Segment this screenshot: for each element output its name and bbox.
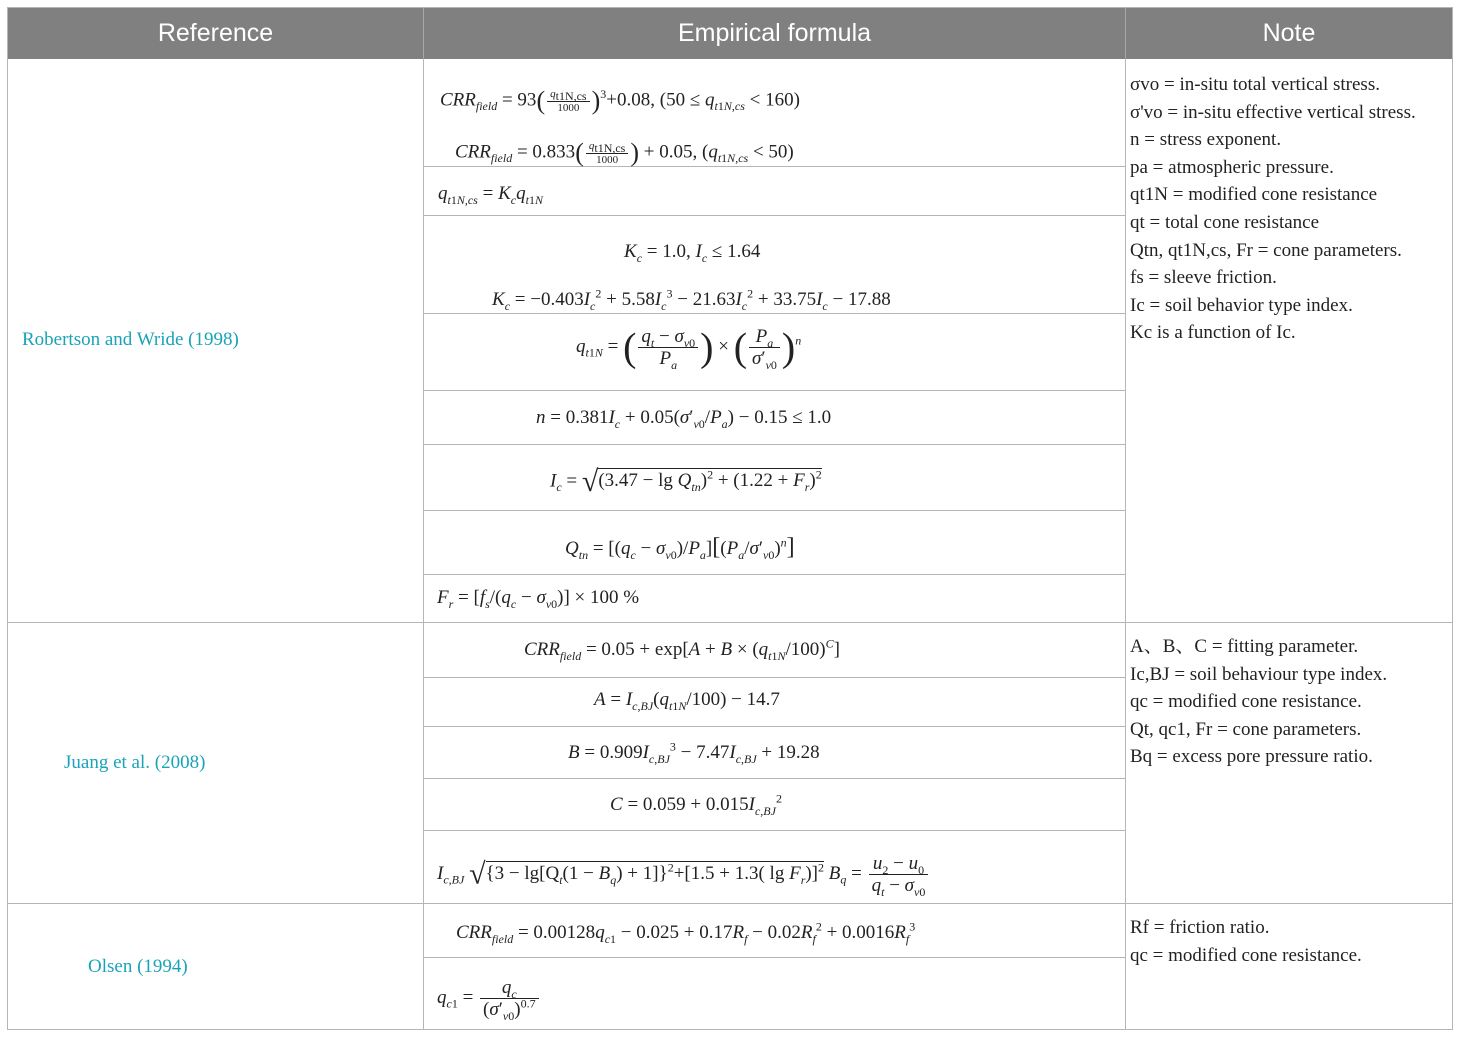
note-line: qc = modified cone resistance. — [1130, 944, 1362, 966]
reference-olsen-1994[interactable]: Olsen (1994) — [88, 956, 188, 977]
reference-juang-2008[interactable]: Juang et al. (2008) — [64, 752, 206, 773]
formula-ic: $I_c = √(3.47 - \lg Q_{tn})^2 + (1.22 + F_r)^2$ — [550, 465, 822, 498]
reference-robertson-wride-1998[interactable]: Robertson and Wride (1998) — [22, 329, 239, 350]
formula-kc-2: $K_c = -0.403I_c^2 + 5.58I_c^3 - 21.63I_c^2 + 33.75I_c - 17.88$ — [492, 286, 891, 313]
note-line: Rf = friction ratio. — [1130, 917, 1270, 938]
formula-crr-low: $CRR_{field} = 0.833$( $\frac{q_{t1N,cs}}{1000}$ ) + 0.05, $(q_{t1N,cs} < 50)$ — [455, 138, 794, 167]
header-empirical-formula: Empirical formula — [423, 8, 1125, 59]
formula-qt1ncs: $q_{t1N,cs} = K_cq_{t1N}$ — [438, 183, 543, 207]
note-line: Bq = excess pore pressure ratio. — [1130, 746, 1373, 768]
header-reference: Reference — [8, 8, 423, 59]
header-note: Note — [1125, 8, 1452, 59]
note-line: Ic,BJ = soil behaviour type index. — [1130, 663, 1388, 685]
notes-olsen — [1130, 914, 1362, 969]
notes-robertson — [1130, 71, 1416, 347]
formula-n: $n = 0.381I_c + 0.05(\sigma'_{v0}/P_a) - 0.15 \le 1.0$ — [536, 407, 832, 431]
formula-crr-juang: $CRR_{field} = 0.05 + \exp[A + B \times (q_{t1N}/100)^C]$ — [524, 636, 840, 663]
formula-crr-olsen: $CRR_{field} = 0.00128q_{c1} - 0.025 + 0.17R_f - 0.02R_f^2 + 0.0016R_f^3$ — [456, 919, 916, 946]
formula-kc-1: $K_c = 1.0$, $I_c \le 1.64$ — [624, 241, 761, 265]
note-line: n = stress exponent. — [1130, 129, 1282, 151]
note-line: Qt, qc1, Fr = cone parameters. — [1130, 718, 1362, 740]
formula-qt1n: $q_{t1N}$ = ( $\frac{q_t - \sigma_{v0}}{P_a}$ ) × ( $\frac{P_a}{\sigma'_{v0}}$ )$^n$ — [576, 324, 802, 372]
note-line: Qtn, qt1N,cs, Fr = cone parameters. — [1130, 239, 1402, 261]
note-line: qt1N = modified cone resistance — [1130, 184, 1378, 206]
note-line: A、B、C = fitting parameter. — [1130, 636, 1359, 657]
formula-b: $B = 0.909I_{c,BJ}^3 - 7.47I_{c,BJ} + 19.28$ — [568, 739, 820, 766]
notes-juang — [1130, 633, 1387, 771]
note-line: pa = atmospheric pressure. — [1130, 156, 1334, 178]
note-line: qt = total cone resistance — [1130, 211, 1320, 233]
formula-qc1: $q_{c1}$ = $\frac{q_c}{(\sigma'_{v0})^{0.7}}$ — [437, 978, 541, 1019]
note-line: fs = sleeve friction. — [1130, 267, 1277, 289]
note-line: Kc is a function of Ic. — [1130, 322, 1296, 344]
formula-c: $C = 0.059 + 0.015I_{c,BJ}^2$ — [610, 791, 782, 818]
note-line: Ic = soil behavior type index. — [1130, 294, 1353, 316]
formula-icbj-bq: $I_{c,BJ}$ $√\{3 - \lg[Q_t(1 - B_q) + 1]\}^2+[1.5 + 1.3$( $\lg F_r)]^2$ $B_q$ = $\frac{u_2 - u_0}{q_t - \sigma_{v0}}$ — [437, 854, 930, 895]
formula-qtn: $Q_{tn} = [(q_c - \sigma_{v0})/P_a][(P_a/\sigma'_{v0})^n]$ — [565, 534, 795, 562]
formula-crr-high: $CRR_{field} = 93$( $\frac{q_{t1N,cs}}{1000}$ )$^3$+0.08, $(50 \le q_{t1N,cs} < 160)$ — [440, 86, 800, 115]
formula-fr: $F_r = [f_s/(q_c - \sigma_{v0})] \times 100$ % — [437, 587, 640, 611]
note-line: σ'vo = in-situ effective vertical stress. — [1130, 101, 1416, 123]
note-line: σvo = in-situ total vertical stress. — [1130, 74, 1380, 95]
note-line: qc = modified cone resistance. — [1130, 691, 1362, 713]
formula-a: $A = I_{c,BJ}(q_{t1N}/100) - 14.7$ — [594, 689, 780, 713]
